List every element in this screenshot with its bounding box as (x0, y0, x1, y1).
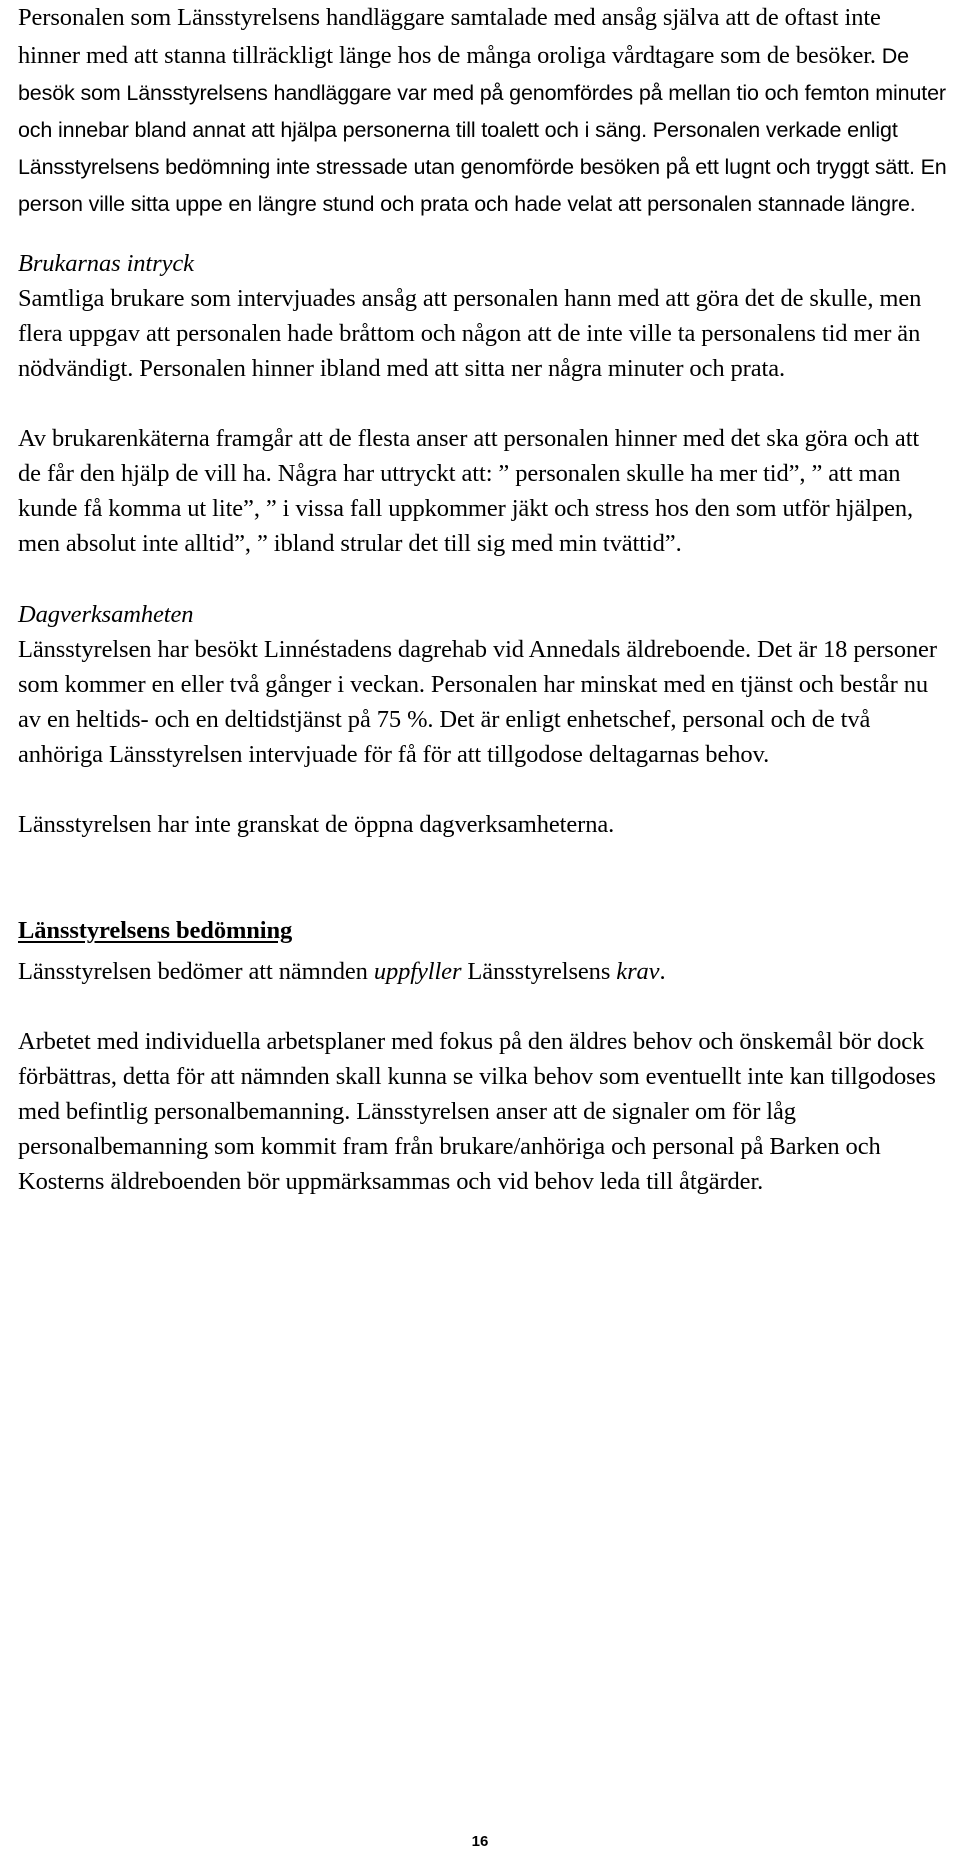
bedomning-heading: Länsstyrelsens bedömning (18, 917, 293, 944)
dagverksamheten-heading: Dagverksamheten (18, 601, 194, 628)
bedomning-text-mid: Länsstyrelsens (461, 958, 617, 985)
brukarnas-intryck-heading: Brukarnas intryck (18, 250, 194, 277)
page-number: 16 (471, 1833, 489, 1850)
intro-paragraph-part2: De besök som Länsstyrelsens handläggare var med på genomfördes på mellan tio och femton minuter och innebar bland annat att hjälpa personerna till toalett och i säng. Personalen verkade enligt Länsstyrelsens bedömning inte stressade utan genomförde besöken på ett lugnt och tryggt sätt. En person ville sitta uppe en längre stund och prata och hade velat att personalen stannade längre. (18, 44, 947, 216)
intro-paragraph-part1: Personalen som Länsstyrelsens handläggare samtalade med ansåg själva att de oftast inte hinner med att stanna tillräckligt länge hos de många oroliga vårdtagare som de besöker. (18, 4, 881, 69)
dagverksamheten-paragraph-2: Länsstyrelsen har inte granskat de öppna dagverksamheterna. (18, 811, 615, 838)
intro-paragraph (18, 0, 948, 224)
bedomning-text-krav: krav (616, 958, 660, 985)
bedomning-text-pre: Länsstyrelsen bedömer att nämnden (18, 958, 374, 985)
bedomning-text-uppfyller: uppfyller (373, 958, 462, 985)
dagverksamheten-paragraph-1: Länsstyrelsen har besökt Linnéstadens dagrehab vid Annedals äldreboende. Det är 18 personer som kommer en eller två gånger i veckan. Personalen har minskat med en tjänst och består nu av en heltids- och en deltidstjänst på 75 %. Det är enligt enhetschef, personal och de två anhöriga Länsstyrelsen intervjuade för få för att tillgodose deltagarnas behov. (18, 636, 937, 768)
brukarnas-intryck-paragraph-2: Av brukarenkäterna framgår att de flesta anser att personalen hinner med det ska göra och att de får den hjälp de vill ha. Några har uttryckt att: ” personalen skulle ha mer tid”, ” att man kunde få komma ut lite”, ” i vissa fall uppkommer jäkt och stress hos den som utför hjälpen, men absolut inte alltid”, ” ibland strular det till sig med min tvättid”. (18, 425, 920, 557)
bedomning-paragraph-1 (18, 954, 948, 989)
document-page (18, 0, 948, 1199)
bedomning-text-post: . (659, 958, 666, 985)
bedomning-paragraph-2: Arbetet med individuella arbetsplaner med fokus på den äldres behov och önskemål bör dock förbättras, detta för att nämnden skall kunna se vilka behov som eventuellt inte kan tillgodoses med befintlig personalbemanning. Länsstyrelsen anser att de signaler om för låg personalbemanning som kommit fram från brukare/anhöriga och personal på Barken och Kosterns äldreboenden bör uppmärksammas och vid behov leda till åtgärder. (18, 1028, 936, 1195)
brukarnas-intryck-paragraph-1: Samtliga brukare som intervjuades ansåg att personalen hann med att göra det de skulle, men flera uppgav att personalen hade bråttom och någon att de inte ville ta personalens tid mer än nödvändigt. Personalen hinner ibland med att sitta ner några minuter och prata. (18, 285, 922, 382)
